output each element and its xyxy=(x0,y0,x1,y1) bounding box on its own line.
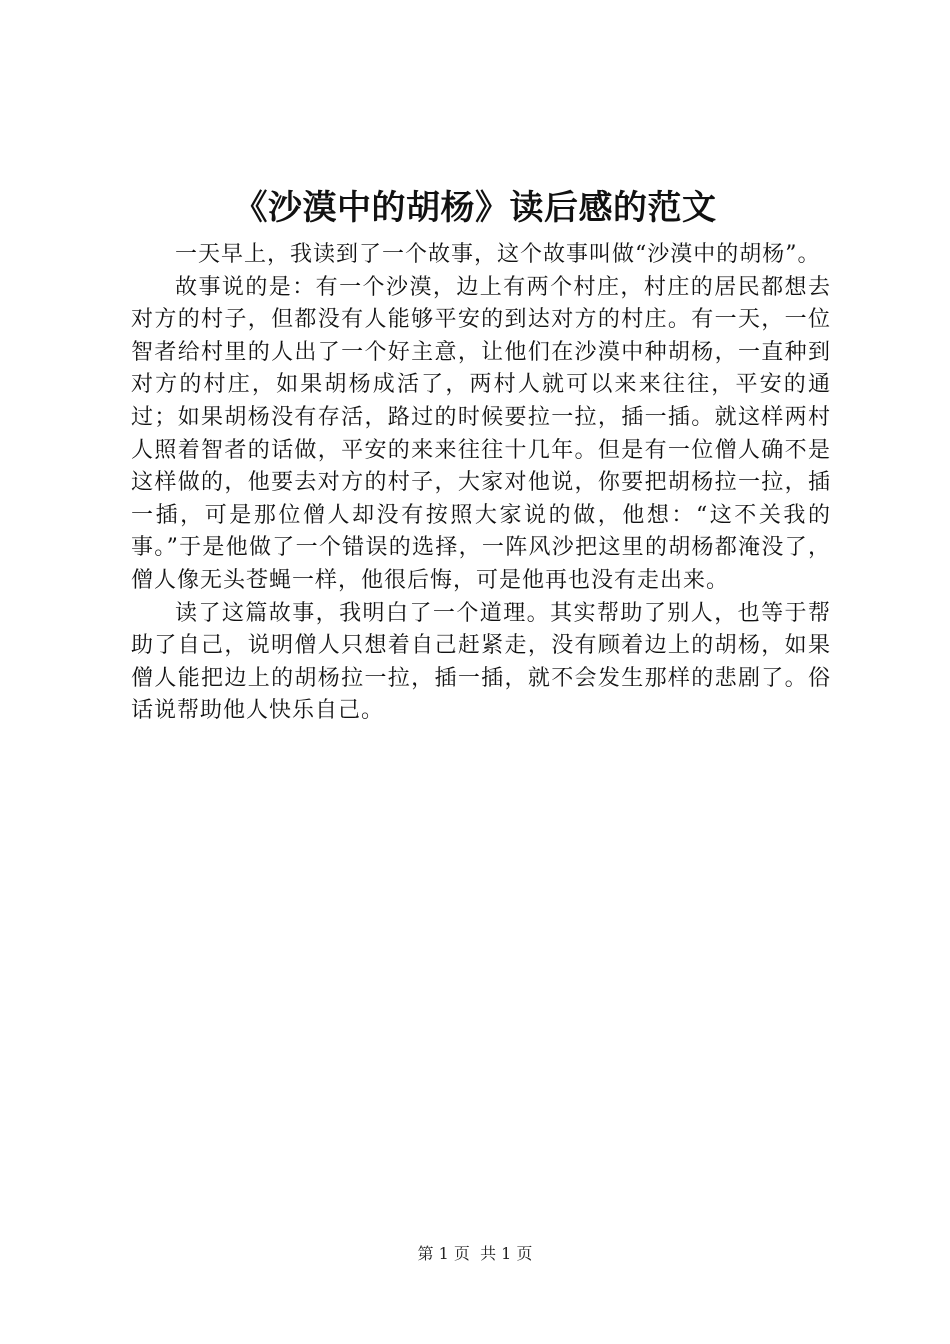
paragraph-3: 读了这篇故事，我明白了一个道理。其实帮助了别人，也等于帮助了自己，说明僧人只想着自己赶紧走，没有顾着边上的胡杨，如果僧人能把边上的胡杨拉一拉，插一插，就不会发生那样的悲剧了。俗话说帮助他人快乐自己。 xyxy=(131,600,831,724)
paragraph-1: 一天早上，我读到了一个故事，这个故事叫做“沙漠中的胡杨”。 xyxy=(175,242,821,267)
paragraph-2: 故事说的是：有一个沙漠，边上有两个村庄，村庄的居民都想去对方的村子，但都没有人能够平安的到达对方的村庄。有一天，一位智者给村里的人出了一个好主意，让他们在沙漠中种胡杨，一直种到对方的村庄，如果胡杨成活了，两村人就可以来来往往，平安的通过；如果胡杨没有存活，路过的时候要拉一拉，插一插。就这样两村人照着智者的话做，平安的来来往往十几年。但是有一位僧人确不是这样做的，他要去对方的村子，大家对他说，你要把胡杨拉一拉，插一插，可是那位僧人却没有按照大家说的做，他想：“这不关我的事。”于是他做了一个错误的选择，一阵风沙把这里的胡杨都淹没了，僧人像无头苍蝇一样，他很后悔，可是他再也没有走出来。 xyxy=(131,274,831,593)
document-body xyxy=(131,239,831,728)
page-number-label: 第 1 页 共 1 页 xyxy=(417,1244,533,1263)
page-footer xyxy=(0,1243,950,1265)
document-title: 《沙漠中的胡杨》读后感的范文 xyxy=(233,188,717,228)
